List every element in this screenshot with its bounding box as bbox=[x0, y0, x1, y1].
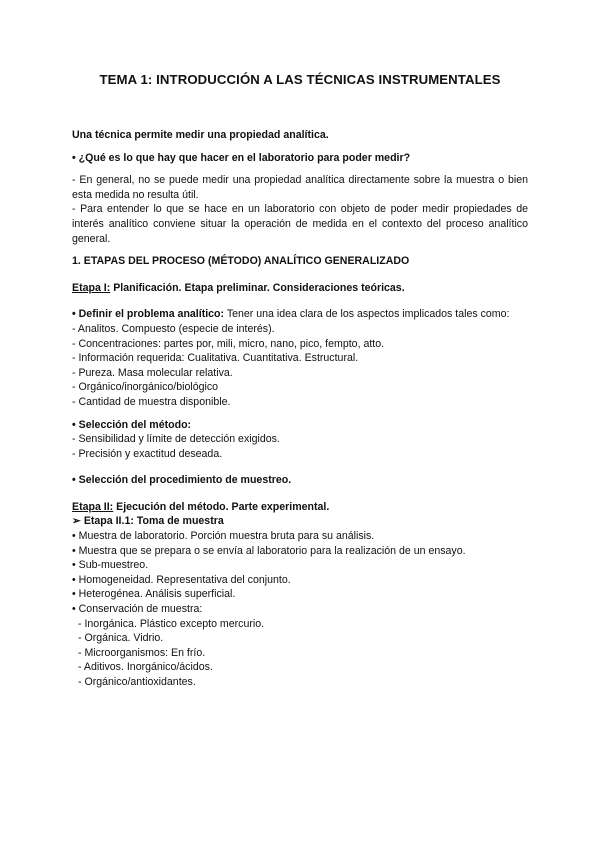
define-problem-text: Tener una idea clara de los aspectos implicados tales como: bbox=[224, 308, 510, 321]
sampling-heading: • Selección del procedimiento de muestreo. bbox=[72, 474, 292, 487]
list-item: • Homogeneidad. Representativa del conjunto. bbox=[72, 573, 291, 586]
list-item: • Sub-muestreo. bbox=[72, 559, 149, 572]
list-item: • Heterogénea. Análisis superficial. bbox=[72, 588, 236, 601]
list-item: - Inorgánica. Plástico excepto mercurio. bbox=[78, 617, 265, 630]
etapa2-heading bbox=[72, 500, 528, 515]
etapa1-heading bbox=[72, 281, 528, 296]
list-item: - Aditivos. Inorgánico/ácidos. bbox=[78, 661, 213, 674]
list-item: - Concentraciones: partes por, mili, micro, nano, pico, fempto, atto. bbox=[72, 337, 385, 350]
list-item: - Cantidad de muestra disponible. bbox=[72, 395, 231, 408]
list-item: - Sensibilidad y límite de detección exigidos. bbox=[72, 433, 280, 446]
list-item: • Muestra de laboratorio. Porción muestra bruta para su análisis. bbox=[72, 530, 375, 543]
list-item: - Información requerida: Cualitativa. Cuantitativa. Estructural. bbox=[72, 352, 359, 365]
etapa2-title: Ejecución del método. Parte experimental. bbox=[113, 500, 330, 513]
intro-paragraph-1: - En general, no se puede medir una propiedad analítica directamente sobre la muestra o bien esta medida no resulta útil. bbox=[72, 174, 528, 201]
method-heading: • Selección del método: bbox=[72, 418, 192, 431]
document-body bbox=[72, 128, 528, 690]
section-heading: 1. ETAPAS DEL PROCESO (MÉTODO) ANALÍTICO GENERALIZADO bbox=[72, 255, 410, 268]
list-item: - Orgánico/antioxidantes. bbox=[78, 676, 196, 688]
etapa1-title: Planificación. Etapa preliminar. Consideraciones teóricas. bbox=[110, 281, 405, 294]
etapa2-sub-heading: ➢ Etapa II.1: Toma de muestra bbox=[72, 515, 224, 528]
define-problem-label: • Definir el problema analítico: bbox=[72, 308, 225, 321]
etapa1-label: Etapa I: bbox=[72, 281, 111, 294]
list-item: • Conservación de muestra: bbox=[72, 603, 203, 616]
list-item: - Analitos. Compuesto (especie de interés). bbox=[72, 322, 275, 335]
list-item: - Precisión y exactitud deseada. bbox=[72, 447, 223, 460]
question-text: • ¿Qué es lo que hay que hacer en el laboratorio para poder medir? bbox=[72, 151, 411, 164]
list-item: - Pureza. Masa molecular relativa. bbox=[72, 366, 233, 379]
page-title: TEMA 1: INTRODUCCIÓN A LAS TÉCNICAS INSTRUMENTALES bbox=[99, 72, 501, 87]
etapa2-label: Etapa II: bbox=[72, 500, 114, 513]
list-item: - Orgánico/inorgánico/biológico bbox=[72, 381, 219, 394]
intro-paragraph-2: - Para entender lo que se hace en un laboratorio con objeto de poder medir propiedades de interés analítico conviene situar la operación de medida en el contexto del proceso analítico general. bbox=[72, 203, 528, 245]
list-item: • Muestra que se prepara o se envía al laboratorio para la realización de un ensayo. bbox=[72, 544, 466, 557]
define-problem-paragraph bbox=[72, 307, 528, 322]
list-item: - Microorganismos: En frío. bbox=[78, 646, 206, 659]
definition-text: Una técnica permite medir una propiedad analítica. bbox=[72, 129, 329, 141]
list-item: - Orgánica. Vidrio. bbox=[78, 632, 164, 645]
